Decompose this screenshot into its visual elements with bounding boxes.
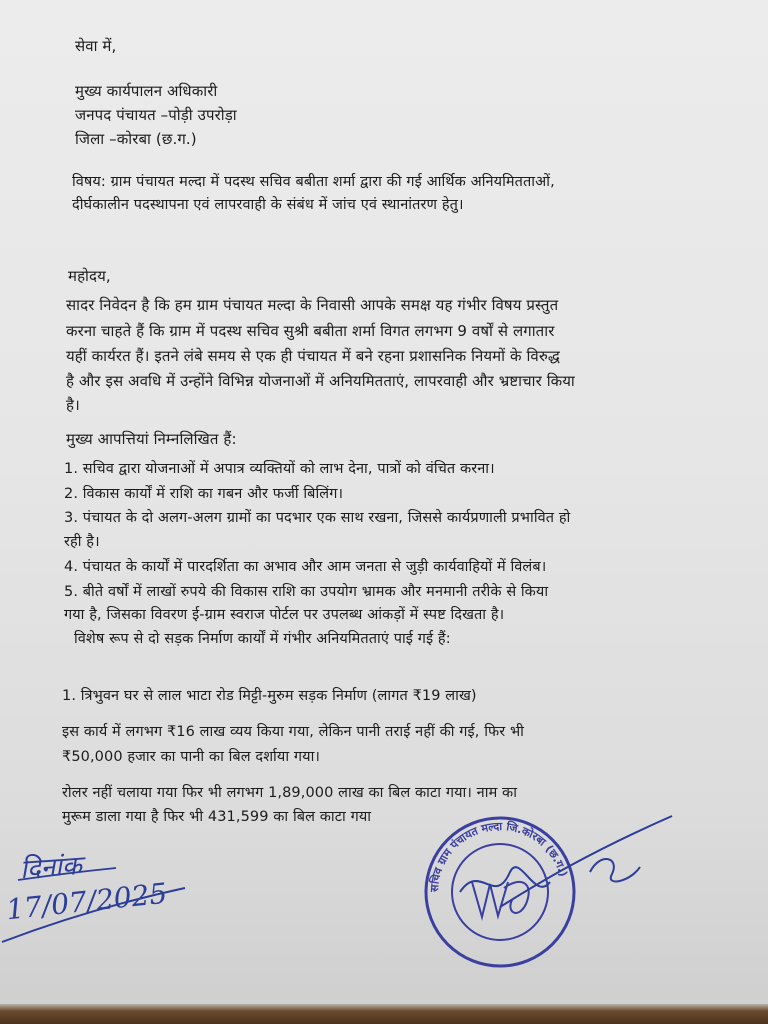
intro-line-5: है। [66,396,80,414]
objection-5: 5. बीते वर्षों में लाखों रुपये की विकास राशि का उपयोग भ्रामक और मनमानी तरीके से किया [64,584,549,600]
subject-line-1: विषय: ग्राम पंचायत मल्दा में पदस्थ सचिव बबीता शर्मा द्वारा की गई आर्थिक अनियमितताओं, [72,174,555,190]
handwritten-date-value: 17/07/2025 [4,876,169,927]
salutation-to: सेवा में, [75,37,117,55]
recipient-office: जनपद पंचायत –पोड़ी उपरोड़ा [75,106,237,124]
signature [440,812,680,922]
intro-line-1: सादर निवेदन है कि हम ग्राम पंचायत मल्दा के निवासी आपके समक्ष यह गंभीर विषय प्रस्तुत [66,296,559,314]
recipient-district: जिला –कोरबा (छ.ग.) [75,130,197,148]
intro-line-3: यहीं कार्यरत हैं। इतने लंबे समय से एक ही पंचायत में बने रहना प्रशासनिक नियमों के विरुद्ध [66,347,560,365]
road-work-para1-line1: इस कार्य में लगभग ₹16 लाख व्यय किया गया, लेकिन पानी तराई नहीं की गई, फिर भी [62,724,525,740]
special-note: विशेष रूप से दो सड़क निर्माण कार्यों में गंभीर अनियमितताएं पाई गई हैं: [74,631,451,647]
table-surface [0,1004,768,1024]
intro-line-2: करना चाहते हैं कि ग्राम में पदस्थ सचिव सुश्री बबीता शर्मा विगत लगभग 9 वर्षों से लगातार [66,322,555,340]
objections-heading: मुख्य आपत्तियां निम्नलिखित हैं: [66,430,237,448]
road-work-para2-line1: रोलर नहीं चलाया गया फिर भी लगभग 1,89,000 लाख का बिल काटा गया। नाम का [62,785,518,801]
date-label-stroke [16,846,126,896]
objection-1: 1. सचिव द्वारा योजनाओं में अपात्र व्यक्तियों को लाभ देना, पात्रों को वंचित करना। [64,461,495,477]
seal-ring-text: सचिव ग्राम पंचायत मल्दा जि.कोरबा (छ.ग.) [427,819,570,893]
objection-3-cont: रही है। [64,534,100,550]
road-work-para1-line2: ₹50,000 हजार का पानी का बिल दर्शाया गया। [62,749,321,765]
objection-3: 3. पंचायत के दो अलग-अलग ग्रामों का पदभार एक साथ रखना, जिससे कार्यप्रणाली प्रभावित हो [64,510,571,526]
greeting: महोदय, [68,267,111,285]
objection-2: 2. विकास कार्यों में राशि का गबन और फर्जी बिलिंग। [64,486,344,502]
road-work-title: 1. त्रिभुवन घर से लाल भाटा रोड मिट्टी-मुरुम सड़क निर्माण (लागत ₹19 लाख) [62,688,477,704]
intro-line-4: है और इस अवधि में उन्होंने विभिन्न योजनाओं में अनियमितताएं, लापरवाही और भ्रष्टाचार किया [66,372,575,390]
recipient-title: मुख्य कार्यपालन अधिकारी [75,82,218,100]
handwritten-date-label: दिनांक [19,850,83,886]
road-work-para2-line2: मुरूम डाला गया है फिर भी 431,599 का बिल काटा गया [62,809,372,825]
objection-5-cont: गया है, जिसका विवरण ई-ग्राम स्वराज पोर्टल पर उपलब्ध आंकड़ों में स्पष्ट दिखता है। [64,607,505,623]
objection-4: 4. पंचायत के कार्यों में पारदर्शिता का अभाव और आम जनता से जुड़ी कार्यवाहियों में विलंब। [64,559,547,575]
subject-line-2: दीर्घकालीन पदस्थापना एवं लापरवाही के संबंध में जांच एवं स्थानांतरण हेतु। [72,197,464,213]
